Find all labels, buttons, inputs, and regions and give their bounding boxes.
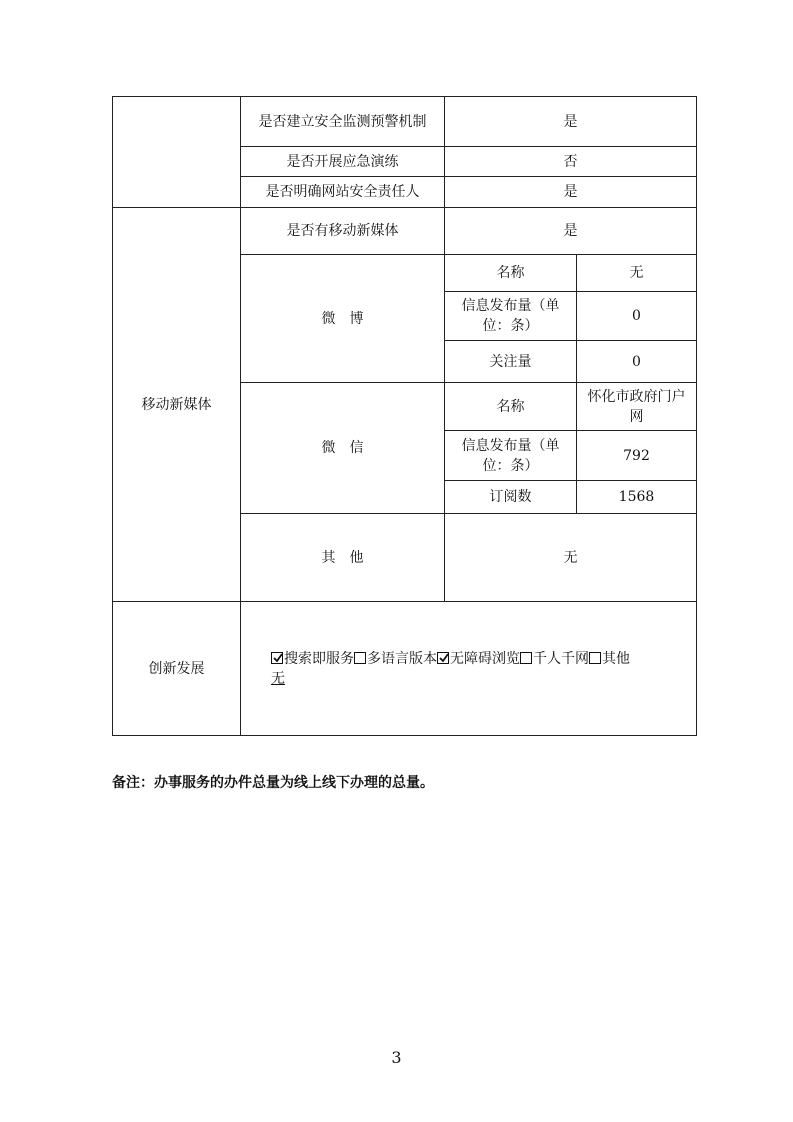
weibo-followers-label: 关注量 xyxy=(445,341,577,383)
innovation-option-label: 千人千网 xyxy=(533,650,589,667)
report-table xyxy=(112,96,697,736)
checked-box-icon[interactable] xyxy=(437,652,449,664)
wechat-posts-value: 792 xyxy=(577,431,697,481)
wechat-subs-value: 1568 xyxy=(577,481,697,514)
weibo-name-value: 无 xyxy=(577,255,697,292)
innovation-other-text: 无 xyxy=(271,670,285,687)
responsible-value: 是 xyxy=(445,177,697,208)
has-mobile-media-label: 是否有移动新媒体 xyxy=(241,208,445,255)
unchecked-box-icon[interactable] xyxy=(354,652,366,664)
wechat-name-label: 名称 xyxy=(445,383,577,431)
innovation-option-label: 无障碍浏览 xyxy=(450,650,520,667)
weibo-label: 微 博 xyxy=(241,255,445,383)
security-section-cell xyxy=(113,97,241,208)
unchecked-box-icon[interactable] xyxy=(520,652,532,664)
table-row xyxy=(113,208,697,255)
table-row xyxy=(113,602,697,736)
monitoring-label: 是否建立安全监测预警机制 xyxy=(241,97,445,147)
footnote: 备注：办事服务的办件总量为线上线下办理的总量。 xyxy=(112,775,434,791)
mobile-media-section-label: 移动新媒体 xyxy=(113,208,241,602)
weibo-posts-value: 0 xyxy=(577,292,697,341)
wechat-name-value: 怀化市政府门户网 xyxy=(577,383,697,431)
innovation-options xyxy=(271,651,630,667)
innovation-options-cell xyxy=(241,602,697,736)
drill-label: 是否开展应急演练 xyxy=(241,147,445,177)
innovation-option-label: 多语言版本 xyxy=(367,650,437,667)
page-number: 3 xyxy=(391,1048,402,1067)
monitoring-value: 是 xyxy=(445,97,697,147)
innovation-section-label: 创新发展 xyxy=(113,602,241,736)
checked-box-icon[interactable] xyxy=(271,652,283,664)
has-mobile-media-value: 是 xyxy=(445,208,697,255)
unchecked-box-icon[interactable] xyxy=(589,652,601,664)
other-media-label: 其 他 xyxy=(241,514,445,602)
wechat-subs-label: 订阅数 xyxy=(445,481,577,514)
other-media-value: 无 xyxy=(445,514,697,602)
innovation-option-label: 其他 xyxy=(602,650,630,667)
weibo-posts-label: 信息发布量（单位：条） xyxy=(445,292,577,341)
wechat-label: 微 信 xyxy=(241,383,445,514)
table-row xyxy=(113,97,697,147)
weibo-followers-value: 0 xyxy=(577,341,697,383)
innovation-option-label: 搜索即服务 xyxy=(284,650,354,667)
drill-value: 否 xyxy=(445,147,697,177)
responsible-label: 是否明确网站安全责任人 xyxy=(241,177,445,208)
weibo-name-label: 名称 xyxy=(445,255,577,292)
wechat-posts-label: 信息发布量（单位：条） xyxy=(445,431,577,481)
